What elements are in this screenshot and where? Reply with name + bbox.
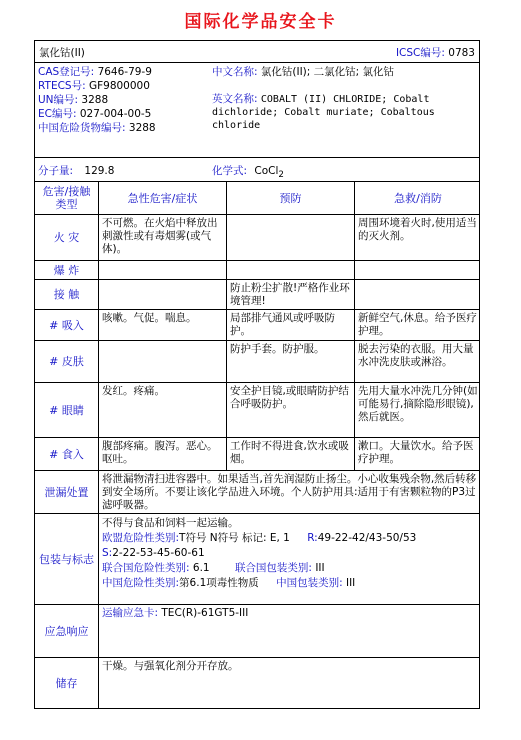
- row-symptom: 咳嗽。气促。喘息。: [99, 310, 227, 340]
- table-row: [35, 383, 479, 438]
- row-aid: 先用大量水冲洗几分钟(如可能易行,摘除隐形眼镜),然后就医。: [358, 385, 478, 423]
- row-prevention: 防护手套。防护服。: [227, 341, 355, 382]
- row-symptom: 发红。疼痛。: [99, 383, 227, 437]
- header-type: 危害/接触类型: [35, 182, 99, 214]
- un-label: UN编号:: [38, 94, 79, 106]
- eu-class: [102, 531, 478, 546]
- un-value: 3288: [81, 94, 109, 106]
- storage-row: [35, 658, 479, 708]
- transport-card-label: 运输应急卡:: [102, 607, 159, 619]
- s-value: 2-22-53-45-60-61: [112, 547, 205, 559]
- row-label: # 吸入: [35, 310, 99, 340]
- identifiers-block: [35, 63, 479, 158]
- row-aid: 脱去污染的衣服。用大量水冲洗皮肤或淋浴。: [358, 343, 474, 368]
- cn-class: [102, 576, 478, 591]
- emergency-row: [35, 605, 479, 658]
- row-label: # 眼睛: [35, 383, 99, 437]
- ec-value: 027-004-00-5: [79, 108, 152, 120]
- storage-text: 干燥。与强氧化剂分开存放。: [102, 660, 239, 672]
- row-aid: [355, 261, 481, 279]
- row-prevention: 防止粉尘扩散!严格作业环境管理!: [227, 280, 355, 309]
- row-label: 接 触: [35, 280, 99, 309]
- row-aid: 漱口。大量饮水。给予医疗护理。: [358, 440, 474, 465]
- rtecs-value: GF9800000: [88, 80, 150, 92]
- formula-row: [35, 158, 479, 182]
- r-label: R:: [307, 532, 318, 544]
- spill-row: [35, 471, 479, 514]
- row-aid: [355, 280, 481, 309]
- un-class: [102, 561, 478, 576]
- table-row: [35, 280, 479, 310]
- cn-class-label: 中国危险性类别:: [102, 577, 180, 589]
- en-name-label: 英文名称:: [212, 93, 258, 105]
- table-row: [35, 341, 479, 383]
- row-prevention: 工作时不得进食,饮水或吸烟。: [227, 438, 355, 470]
- packaging-content: [99, 514, 481, 604]
- spill-text: 将泄漏物清扫进容器中。如果适当,首先润湿防止扬尘。小心收集残余物,然后转移到安全场所。不要让该化学品进入环境。个人防护用具:适用于有害颗粒物的P3过滤呼吸器。: [102, 473, 477, 511]
- table-row: [35, 215, 479, 261]
- spill-label: 泄漏处置: [35, 471, 99, 513]
- transport-card-value: TEC(R)-61GT5-III: [161, 607, 249, 619]
- card-title: 国际化学品安全卡: [184, 12, 337, 32]
- row-symptom: 腹部疼痛。腹泻。恶心。呕吐。: [99, 438, 227, 470]
- table-row: [35, 310, 479, 341]
- rtecs-label: RTECS号:: [38, 80, 86, 92]
- packaging-row: [35, 514, 479, 605]
- formula-label: 化学式:: [212, 165, 248, 177]
- s-label: S:: [102, 547, 113, 559]
- row-label: # 皮肤: [35, 341, 99, 382]
- row-label: 火 灾: [35, 215, 99, 260]
- cn-pack-label: 中国包装类别:: [276, 577, 343, 589]
- packaging-line1: 不得与食品和饲料一起运输。: [102, 517, 239, 529]
- cn-pack-value: III: [345, 577, 356, 589]
- mw-label: 分子量:: [38, 165, 74, 177]
- row-prevention: [227, 215, 355, 260]
- un-pack-value: III: [315, 562, 325, 574]
- icsc-label: ICSC编号:: [395, 47, 445, 59]
- row-symptom: [99, 341, 227, 382]
- un-class-label: 联合国危险性类别:: [102, 562, 190, 574]
- storage-label: 储存: [35, 658, 99, 708]
- chemical-name: 氯化钴(II): [39, 47, 85, 59]
- eu-class-label: 欧盟危险性类别:: [102, 532, 180, 544]
- row-prevention: [227, 261, 355, 279]
- header-prevention: 预防: [227, 182, 355, 214]
- identifier-list: [38, 65, 208, 135]
- chemical-formula: [212, 163, 284, 180]
- cas-label: CAS登记号:: [38, 66, 95, 78]
- cn-name-value: 氯化钴(II); 二氯化钴; 氯化钴: [260, 66, 395, 78]
- formula-value: CoCl: [254, 165, 279, 177]
- row-label: # 食入: [35, 438, 99, 470]
- mw-value: 129.8: [84, 165, 115, 177]
- icsc-number: [396, 45, 475, 60]
- row-aid: 新鲜空气,休息。给予医疗护理。: [358, 312, 477, 337]
- table-header: [35, 182, 479, 215]
- un-pack-label: 联合国包装类别:: [234, 562, 312, 574]
- row-prevention: 局部排气通风或呼吸防护。: [227, 310, 355, 340]
- row-symptom: [99, 280, 227, 309]
- icsc-value: 0783: [448, 47, 475, 59]
- emergency-label: 应急响应: [35, 605, 99, 657]
- packaging-label: 包装与标志: [35, 514, 99, 604]
- table-row: [35, 261, 479, 280]
- name-row: [35, 41, 479, 63]
- row-symptom: [99, 261, 227, 279]
- un-class-value: 6.1: [192, 562, 210, 574]
- s-phrases: [102, 546, 478, 561]
- safety-card: [34, 40, 480, 709]
- cn-name-label: 中文名称:: [212, 66, 258, 78]
- header-aid: 急救/消防: [394, 191, 442, 205]
- formula-subscript: 2: [278, 170, 284, 181]
- row-symptom: 不可燃。在火焰中释放出刺激性或有毒烟雾(或气体)。: [99, 215, 227, 260]
- ec-label: EC编号:: [38, 108, 77, 120]
- row-aid: 周围环境着火时,使用适当的灭火剂。: [358, 217, 477, 242]
- eu-class-value: T符号 N符号 标记: E, 1: [179, 532, 290, 544]
- header-symptom: 急性危害/症状: [99, 182, 227, 214]
- molecular-weight: [38, 163, 114, 178]
- r-value: 49-22-42/43-50/53: [317, 532, 417, 544]
- cn-dangerous-goods-value: 3288: [128, 122, 156, 134]
- emergency-content: [99, 605, 481, 657]
- cn-dangerous-goods-label: 中国危险货物编号:: [38, 122, 126, 134]
- table-row: [35, 438, 479, 471]
- row-prevention: 安全护目镜,或眼睛防护结合呼吸防护。: [227, 383, 355, 437]
- en-name-value: COBALT (II) CHLORIDE; Cobalt dichloride; Cobalt muriate; Cobaltous chloride: [212, 94, 435, 131]
- row-label: 爆 炸: [35, 261, 99, 279]
- cas-value: 7646-79-9: [97, 66, 152, 78]
- names-block: [212, 65, 478, 132]
- cn-class-value: 第6.1项毒性物质: [179, 577, 259, 589]
